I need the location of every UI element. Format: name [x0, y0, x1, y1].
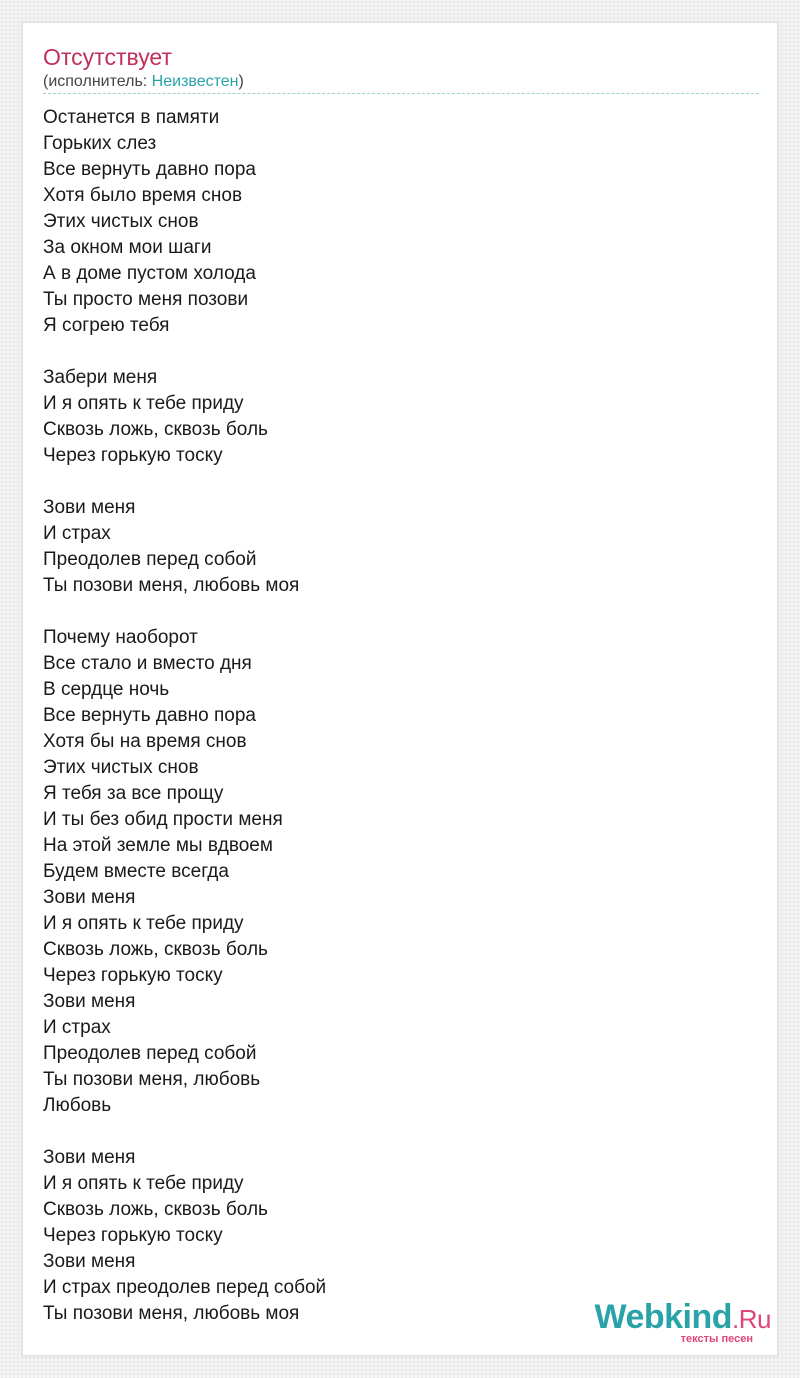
- lyric-line: Я тебя за все прощу: [43, 783, 224, 804]
- song-title: Отсутствует: [43, 44, 172, 70]
- lyric-line: А в доме пустом холода: [43, 263, 256, 284]
- lyric-line: Ты позови меня, любовь: [43, 1069, 261, 1090]
- artist-link[interactable]: Неизвестен: [151, 73, 239, 90]
- lyric-line: Через горькую тоску: [43, 965, 223, 986]
- lyric-line: Сквозь ложь, сквозь боль: [43, 419, 268, 440]
- lyric-line: Ты позови меня, любовь моя: [43, 1303, 300, 1324]
- lyric-line: И страх: [43, 1017, 111, 1038]
- lyric-line: Почему наоборот: [43, 627, 198, 648]
- lyric-line: Горьких слез: [43, 133, 157, 154]
- lyric-line: Зови меня: [43, 887, 136, 908]
- artist-prefix: (исполнитель:: [43, 73, 152, 90]
- lyric-line: Забери меня: [43, 367, 158, 388]
- lyric-line: Преодолев перед собой: [43, 1043, 257, 1064]
- lyric-line: Этих чистых снов: [43, 211, 199, 232]
- logo-tagline: тексты песен: [680, 1333, 753, 1345]
- lyric-line: И страх: [43, 523, 111, 544]
- lyric-line: Будем вместе всегда: [43, 861, 229, 882]
- lyric-line: Ты просто меня позови: [43, 289, 249, 310]
- lyric-line: Зови меня: [43, 991, 136, 1012]
- lyric-line: Сквозь ложь, сквозь боль: [43, 939, 268, 960]
- lyric-line: И я опять к тебе приду: [43, 913, 244, 934]
- artist-line: [43, 72, 244, 92]
- lyric-line: Зови меня: [43, 1147, 136, 1168]
- lyric-line: В сердце ночь: [43, 679, 170, 700]
- artist-suffix: ): [238, 73, 244, 90]
- lyric-line: Преодолев перед собой: [43, 549, 257, 570]
- lyric-line: И я опять к тебе приду: [43, 1173, 244, 1194]
- lyric-line: Сквозь ложь, сквозь боль: [43, 1199, 268, 1220]
- logo-wordmark: [594, 1299, 771, 1337]
- lyrics-card: [22, 22, 778, 1356]
- lyrics-text: [43, 105, 743, 1327]
- lyric-line: Через горькую тоску: [43, 1225, 223, 1246]
- stanza-gap: [43, 469, 743, 495]
- title-divider: [43, 93, 759, 94]
- lyric-line: Зови меня: [43, 497, 136, 518]
- lyric-line: Этих чистых снов: [43, 757, 199, 778]
- lyric-line: Все стало и вместо дня: [43, 653, 252, 674]
- lyric-line: На этой земле мы вдвоем: [43, 835, 273, 856]
- stanza-gap: [43, 1119, 743, 1145]
- lyric-line: Зови меня: [43, 1251, 136, 1272]
- lyric-line: Через горькую тоску: [43, 445, 223, 466]
- logo-tld-text: .Ru: [732, 1304, 771, 1334]
- lyric-line: Все вернуть давно пора: [43, 705, 256, 726]
- lyric-line: Любовь: [43, 1095, 112, 1116]
- lyric-line: И я опять к тебе приду: [43, 393, 244, 414]
- lyric-line: За окном мои шаги: [43, 237, 212, 258]
- lyric-line: Все вернуть давно пора: [43, 159, 256, 180]
- lyric-line: Ты позови меня, любовь моя: [43, 575, 300, 596]
- lyric-line: Останется в памяти: [43, 107, 220, 128]
- webkind-logo[interactable]: [581, 1299, 771, 1347]
- lyric-line: И ты без обид прости меня: [43, 809, 283, 830]
- lyric-line: Хотя было время снов: [43, 185, 243, 206]
- lyric-line: Я согрею тебя: [43, 315, 170, 336]
- stanza-gap: [43, 339, 743, 365]
- logo-main-text: Webkind: [594, 1298, 733, 1336]
- lyric-line: И страх преодолев перед собой: [43, 1277, 327, 1298]
- lyric-line: Хотя бы на время снов: [43, 731, 247, 752]
- stanza-gap: [43, 599, 743, 625]
